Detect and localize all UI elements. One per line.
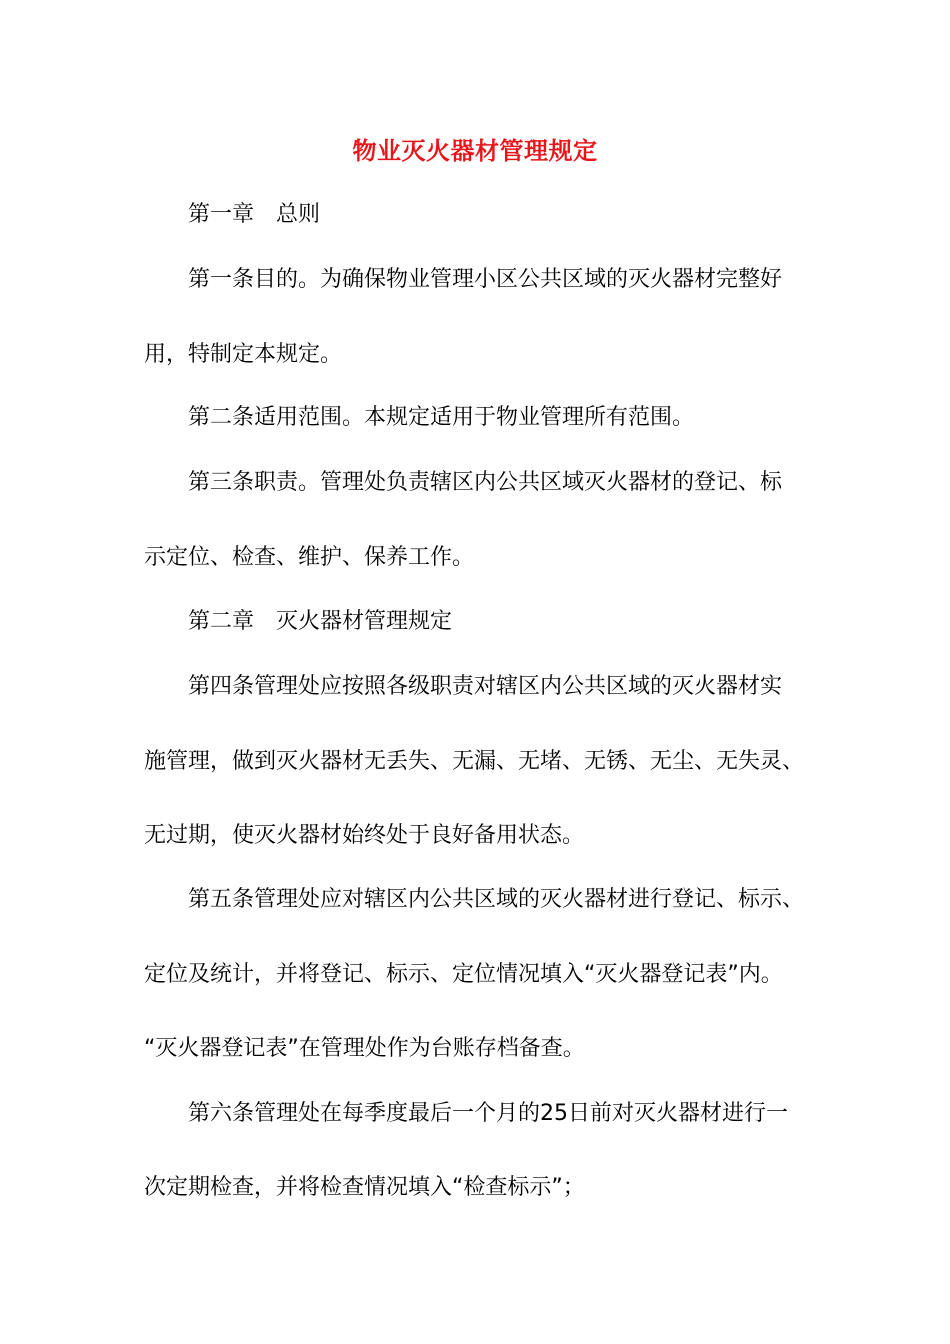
paragraph-line: 施管理，做到灭火器材无丢失、无漏、无堵、无锈、无尘、无失灵、 (144, 749, 805, 774)
paragraph-line: 第二条适用范围。本规定适用于物业管理所有范围。 (188, 405, 695, 430)
paragraph-line: 用，特制定本规定。 (144, 342, 343, 367)
paragraph-line: 次定期检查，并将检查情况填入“检查标示”； (144, 1175, 585, 1200)
paragraph-line: 无过期，使灭火器材始终处于良好备用状态。 (144, 823, 585, 848)
paragraph-line: 示定位、检查、维护、保养工作。 (144, 545, 475, 570)
paragraph-line: 第四条管理处应按照各级职责对辖区内公共区域的灭火器材实 (188, 674, 783, 699)
paragraph-line: 第五条管理处应对辖区内公共区域的灭火器材进行登记、标示、 (188, 887, 805, 912)
paragraph-line: 第一条目的。为确保物业管理小区公共区域的灭火器材完整好 (188, 267, 783, 292)
paragraph-line: 第六条管理处在每季度最后一个月的25日前对灭火器材进行一 (188, 1101, 788, 1126)
chapter-2-heading: 第二章 灭火器材管理规定 (188, 609, 453, 634)
chapter-1-heading: 第一章 总则 (188, 202, 321, 227)
paragraph-line: 第三条职责。管理处负责辖区内公共区域灭火器材的登记、标 (188, 470, 783, 495)
paragraph-line: “灭火器登记表”在管理处作为台账存档备查。 (144, 1036, 585, 1061)
document-title: 物业灭火器材管理规定 (352, 137, 598, 165)
paragraph-line: 定位及统计，并将登记、标示、定位情况填入“灭火器登记表”内。 (144, 962, 783, 987)
